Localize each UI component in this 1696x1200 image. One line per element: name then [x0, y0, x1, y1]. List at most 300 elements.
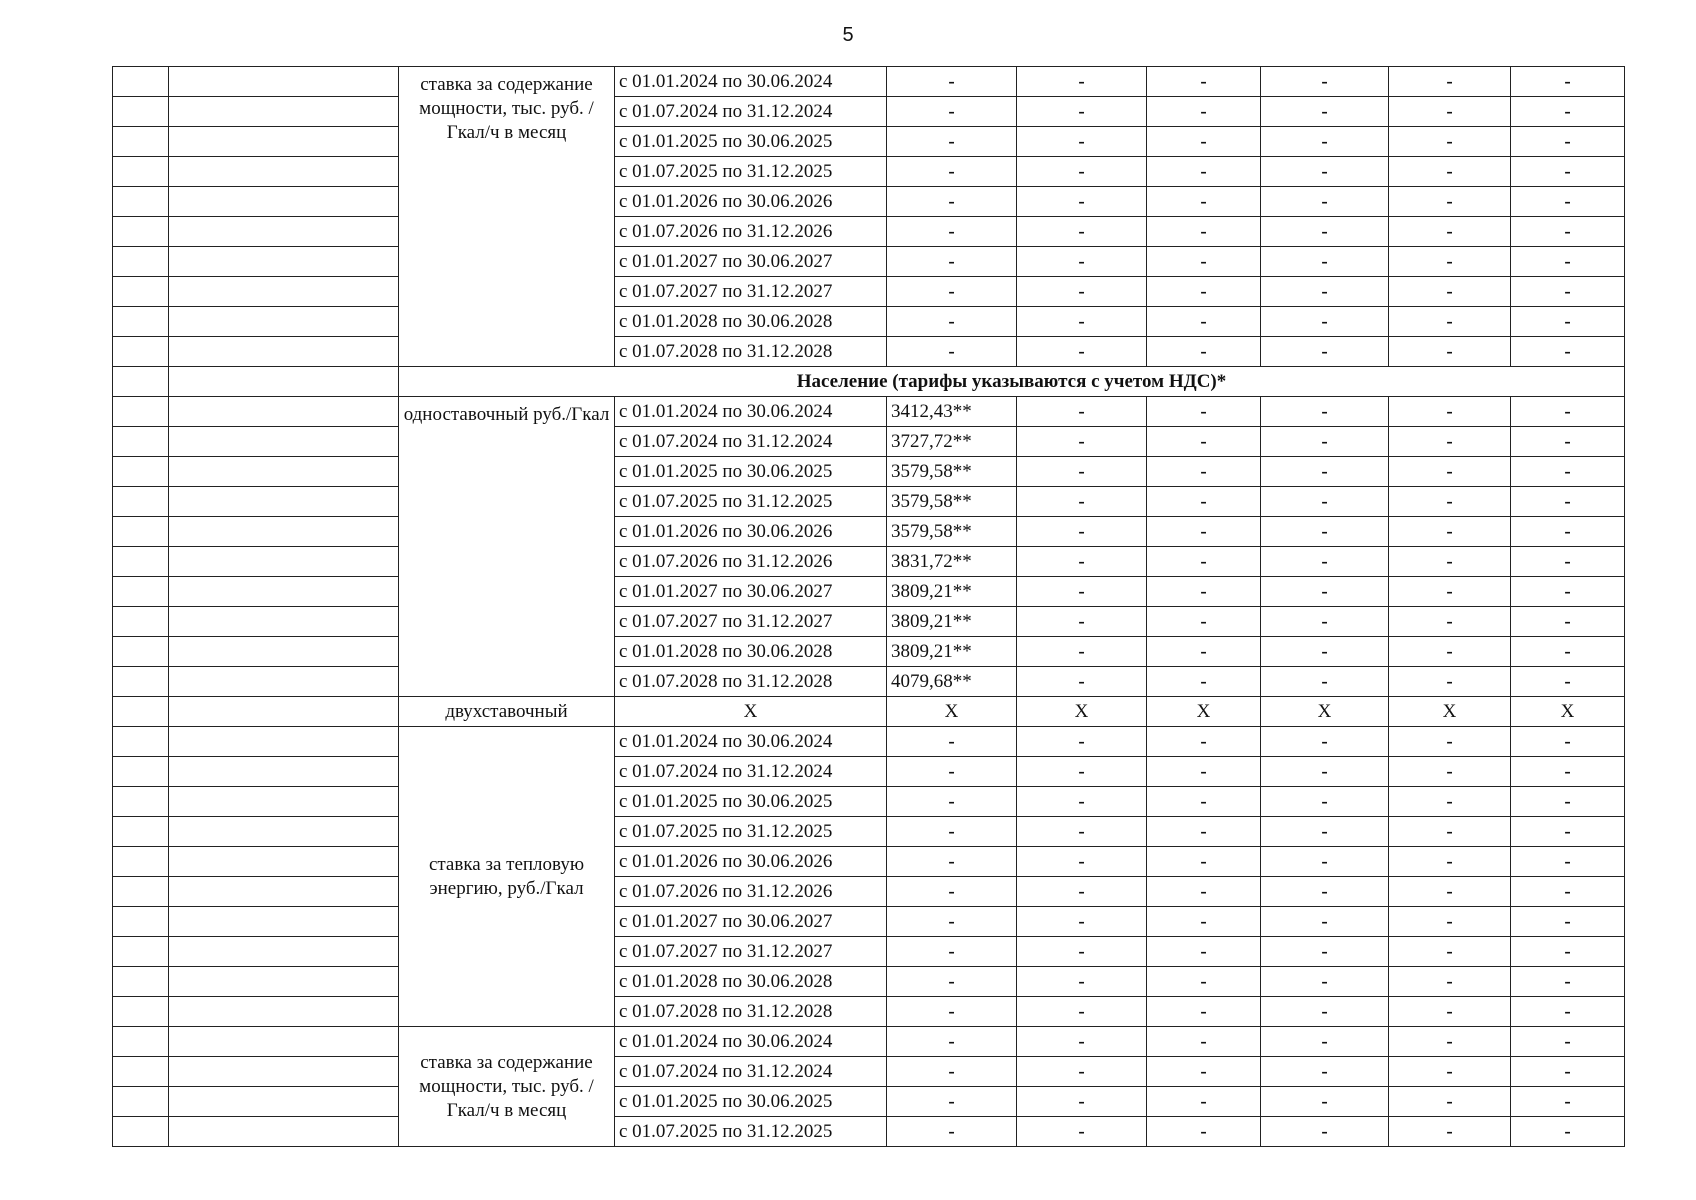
tariff-value-cell: -: [1017, 277, 1147, 307]
table-row: [113, 307, 1625, 337]
row-number-cell: [113, 427, 169, 457]
indicator-cell: [169, 187, 399, 217]
tariff-value-cell: -: [887, 727, 1017, 757]
tariff-value-cell: -: [1147, 937, 1261, 967]
tariff-value-cell: -: [1147, 547, 1261, 577]
tariff-value-cell: -: [1389, 937, 1511, 967]
tariff-value-cell: -: [1017, 97, 1147, 127]
tariff-value-cell: -: [887, 1057, 1017, 1087]
tariff-value-cell: -: [1511, 1027, 1625, 1057]
tariff-value-cell: -: [1389, 787, 1511, 817]
population-tariff-cell: 3809,21**: [887, 607, 1017, 637]
row-number-cell: [113, 637, 169, 667]
tariff-value-cell: -: [1511, 247, 1625, 277]
row-number-cell: [113, 547, 169, 577]
period-cell: с 01.07.2025 по 31.12.2025: [615, 1117, 887, 1147]
table-row short: [113, 697, 1625, 727]
indicator-cell: [169, 457, 399, 487]
row-number-cell: [113, 337, 169, 367]
tariff-value-cell: -: [1389, 517, 1511, 547]
indicator-cell: [169, 967, 399, 997]
table-row: [113, 907, 1625, 937]
tariff-value-cell: -: [1017, 187, 1147, 217]
tariff-value-cell: -: [1389, 67, 1511, 97]
tariff-value-cell: -: [1511, 97, 1625, 127]
tariff-value-cell: -: [1261, 67, 1389, 97]
tariff-value-cell: -: [1389, 847, 1511, 877]
tariff-value-cell: -: [1147, 1087, 1261, 1117]
period-cell: с 01.01.2028 по 30.06.2028: [615, 967, 887, 997]
row-number-cell: [113, 97, 169, 127]
row-number-cell: [113, 1117, 169, 1147]
table-row: [113, 517, 1625, 547]
tariff-value-cell: -: [1389, 247, 1511, 277]
tariff-value-cell: -: [1147, 97, 1261, 127]
tariff-value-cell: -: [1017, 667, 1147, 697]
indicator-cell: [169, 1057, 399, 1087]
tariff-value-cell: -: [1261, 157, 1389, 187]
table-row: [113, 547, 1625, 577]
tariff-value-cell: -: [1147, 487, 1261, 517]
tariff-value-cell: -: [1017, 637, 1147, 667]
tariff-value-cell: -: [1389, 1117, 1511, 1147]
tariff-value-cell: -: [1261, 457, 1389, 487]
table-row: [113, 937, 1625, 967]
tariff-value-cell: -: [1147, 607, 1261, 637]
tariff-value-cell: -: [887, 217, 1017, 247]
tariff-value-cell: -: [1511, 547, 1625, 577]
indicator-cell: [169, 607, 399, 637]
tariff-value-cell: -: [1389, 607, 1511, 637]
tariff-value-cell: -: [1017, 157, 1147, 187]
tariff-value-cell: -: [1511, 817, 1625, 847]
table-row: [113, 217, 1625, 247]
row-number-cell: [113, 487, 169, 517]
period-cell: с 01.01.2024 по 30.06.2024: [615, 1027, 887, 1057]
row-number-cell: [113, 907, 169, 937]
table-row: [113, 397, 1625, 427]
tariff-value-cell: -: [1017, 1117, 1147, 1147]
indicator-cell: [169, 67, 399, 97]
tariff-value-cell: -: [1261, 247, 1389, 277]
tariff-value-cell: -: [1261, 307, 1389, 337]
population-tariff-cell: 3579,58**: [887, 487, 1017, 517]
table-row: [113, 637, 1625, 667]
indicator-cell: [169, 97, 399, 127]
tariff-value-cell: -: [1017, 127, 1147, 157]
period-cell: с 01.01.2025 по 30.06.2025: [615, 787, 887, 817]
tariff-value-cell: -: [1511, 847, 1625, 877]
population-tariff-cell: 3579,58**: [887, 517, 1017, 547]
tariff-value-cell: -: [1511, 127, 1625, 157]
period-cell: с 01.01.2028 по 30.06.2028: [615, 637, 887, 667]
tariff-value-cell: -: [1511, 787, 1625, 817]
tariff-value-cell: -: [887, 1117, 1017, 1147]
period-cell: с 01.01.2024 по 30.06.2024: [615, 727, 887, 757]
row-number-cell: [113, 367, 169, 397]
tariff-value-cell: -: [1511, 67, 1625, 97]
single-rate-label: одноставочный руб./Гкал: [399, 397, 615, 697]
period-cell: с 01.01.2025 по 30.06.2025: [615, 457, 887, 487]
row-number-cell: [113, 997, 169, 1027]
row-number-cell: [113, 277, 169, 307]
row-number-cell: [113, 937, 169, 967]
indicator-cell: [169, 367, 399, 397]
tariff-value-cell: -: [1261, 817, 1389, 847]
tariff-value-cell: -: [887, 337, 1017, 367]
tariff-value-cell: -: [1147, 1057, 1261, 1087]
table-row: [113, 727, 1625, 757]
tariff-value-cell: -: [1511, 727, 1625, 757]
tariff-value-cell: -: [1389, 307, 1511, 337]
table-row: [113, 757, 1625, 787]
tariff-value-cell: -: [887, 1087, 1017, 1117]
tariff-value-cell: -: [1261, 277, 1389, 307]
tariff-value-cell: -: [1389, 487, 1511, 517]
tariff-value-cell: -: [1147, 817, 1261, 847]
tariff-value-cell: -: [1147, 127, 1261, 157]
tariff-value-cell: -: [1511, 337, 1625, 367]
population-heading: Население (тарифы указываются с учетом НДС)*: [399, 367, 1625, 397]
tariff-value-cell: -: [1261, 847, 1389, 877]
tariff-value-cell: -: [1261, 187, 1389, 217]
indicator-cell: [169, 217, 399, 247]
period-cell: с 01.07.2027 по 31.12.2027: [615, 607, 887, 637]
period-cell: с 01.01.2027 по 30.06.2027: [615, 577, 887, 607]
tariff-value-cell: -: [1261, 427, 1389, 457]
tariff-value-cell: -: [1017, 907, 1147, 937]
tariff-value-cell: -: [1147, 757, 1261, 787]
period-cell: с 01.07.2028 по 31.12.2028: [615, 997, 887, 1027]
tariff-value-cell: -: [1261, 97, 1389, 127]
tariff-value-cell: -: [1261, 757, 1389, 787]
row-number-cell: [113, 247, 169, 277]
tariff-value-cell: -: [1017, 787, 1147, 817]
tariff-value-cell: -: [1389, 97, 1511, 127]
tariff-value-cell: -: [1147, 667, 1261, 697]
indicator-cell: [169, 427, 399, 457]
row-number-cell: [113, 217, 169, 247]
table-row: [113, 847, 1625, 877]
tariff-value-cell: -: [887, 907, 1017, 937]
indicator-cell: [169, 667, 399, 697]
table-row: [113, 817, 1625, 847]
tariff-value-cell: -: [1261, 1057, 1389, 1087]
cross-cell: X: [887, 697, 1017, 727]
tariff-value-cell: -: [1389, 907, 1511, 937]
tariff-value-cell: -: [887, 157, 1017, 187]
indicator-cell: [169, 1027, 399, 1057]
table-row: [113, 1057, 1625, 1087]
tariff-value-cell: -: [1511, 427, 1625, 457]
tariff-value-cell: -: [1511, 577, 1625, 607]
population-tariff-cell: 3727,72**: [887, 427, 1017, 457]
tariff-value-cell: -: [1511, 997, 1625, 1027]
indicator-cell: [169, 637, 399, 667]
tariff-value-cell: -: [1147, 247, 1261, 277]
tariff-table: [112, 66, 1625, 1147]
row-number-cell: [113, 127, 169, 157]
tariff-value-cell: -: [1511, 457, 1625, 487]
table-row: [113, 97, 1625, 127]
tariff-value-cell: -: [887, 757, 1017, 787]
tariff-value-cell: -: [1511, 187, 1625, 217]
tariff-value-cell: -: [1017, 247, 1147, 277]
cross-cell: X: [1147, 697, 1261, 727]
capacity-rate-label: ставка за содержание мощности, тыс. руб. /Гкал/ч в месяц: [399, 1027, 615, 1147]
tariff-value-cell: -: [887, 127, 1017, 157]
tariff-value-cell: -: [1389, 397, 1511, 427]
tariff-value-cell: -: [1017, 577, 1147, 607]
period-cell: с 01.07.2025 по 31.12.2025: [615, 487, 887, 517]
tariff-value-cell: -: [887, 1027, 1017, 1057]
indicator-cell: [169, 1117, 399, 1147]
row-number-cell: [113, 307, 169, 337]
row-number-cell: [113, 1027, 169, 1057]
indicator-cell: [169, 817, 399, 847]
tariff-value-cell: -: [1017, 1027, 1147, 1057]
tariff-value-cell: -: [887, 937, 1017, 967]
indicator-cell: [169, 547, 399, 577]
cross-cell: X: [1017, 697, 1147, 727]
cross-cell: X: [1389, 697, 1511, 727]
tariff-value-cell: -: [1147, 517, 1261, 547]
tariff-value-cell: -: [1261, 937, 1389, 967]
tariff-value-cell: -: [1389, 817, 1511, 847]
tariff-value-cell: -: [1017, 1057, 1147, 1087]
row-number-cell: [113, 967, 169, 997]
cross-cell: X: [1261, 697, 1389, 727]
population-tariff-cell: 3831,72**: [887, 547, 1017, 577]
tariff-value-cell: -: [1389, 997, 1511, 1027]
heat-energy-rate-label: ставка за тепловую энергию, руб./Гкал: [399, 727, 615, 1027]
tariff-value-cell: -: [887, 967, 1017, 997]
tariff-value-cell: -: [1261, 217, 1389, 247]
table-row: [113, 187, 1625, 217]
tariff-value-cell: -: [1261, 727, 1389, 757]
tariff-value-cell: -: [1147, 1027, 1261, 1057]
tariff-value-cell: -: [887, 307, 1017, 337]
indicator-cell: [169, 337, 399, 367]
indicator-cell: [169, 727, 399, 757]
tariff-value-cell: -: [1261, 127, 1389, 157]
tariff-value-cell: -: [1147, 967, 1261, 997]
tariff-value-cell: -: [1147, 787, 1261, 817]
tariff-value-cell: -: [1147, 847, 1261, 877]
indicator-cell: [169, 847, 399, 877]
tariff-value-cell: -: [1389, 637, 1511, 667]
tariff-value-cell: -: [1017, 967, 1147, 997]
tariff-value-cell: -: [887, 877, 1017, 907]
tariff-value-cell: -: [1511, 487, 1625, 517]
table-row: [113, 277, 1625, 307]
indicator-cell: [169, 487, 399, 517]
two-rate-label: двухставочный: [399, 697, 615, 727]
table-row: [113, 427, 1625, 457]
period-cell: с 01.07.2024 по 31.12.2024: [615, 1057, 887, 1087]
tariff-value-cell: -: [1511, 397, 1625, 427]
row-number-cell: [113, 457, 169, 487]
tariff-value-cell: -: [1147, 397, 1261, 427]
table-row: [113, 997, 1625, 1027]
tariff-value-cell: -: [1147, 277, 1261, 307]
tariff-value-cell: -: [1511, 967, 1625, 997]
tariff-value-cell: -: [1017, 757, 1147, 787]
population-tariff-cell: 4079,68**: [887, 667, 1017, 697]
table-row: [113, 607, 1625, 637]
tariff-value-cell: -: [1147, 727, 1261, 757]
indicator-cell: [169, 397, 399, 427]
table-row: [113, 1027, 1625, 1057]
tariff-value-cell: -: [1511, 757, 1625, 787]
period-cell: с 01.01.2024 по 30.06.2024: [615, 397, 887, 427]
tariff-value-cell: -: [1017, 997, 1147, 1027]
period-cell: с 01.07.2024 по 31.12.2024: [615, 757, 887, 787]
period-cell: с 01.01.2028 по 30.06.2028: [615, 307, 887, 337]
row-number-cell: [113, 67, 169, 97]
period-cell: с 01.07.2026 по 31.12.2026: [615, 547, 887, 577]
tariff-value-cell: -: [1389, 457, 1511, 487]
row-number-cell: [113, 1057, 169, 1087]
row-number-cell: [113, 697, 169, 727]
tariff-value-cell: -: [1017, 847, 1147, 877]
tariff-value-cell: -: [887, 247, 1017, 277]
tariff-value-cell: -: [1147, 337, 1261, 367]
tariff-value-cell: -: [1261, 967, 1389, 997]
tariff-value-cell: -: [1511, 277, 1625, 307]
population-tariff-cell: 3412,43**: [887, 397, 1017, 427]
tariff-value-cell: -: [1017, 217, 1147, 247]
tariff-value-cell: -: [1389, 1057, 1511, 1087]
indicator-cell: [169, 157, 399, 187]
tariff-value-cell: -: [1511, 157, 1625, 187]
tariff-value-cell: -: [1017, 1087, 1147, 1117]
tariff-value-cell: -: [1147, 457, 1261, 487]
period-cell: с 01.07.2025 по 31.12.2025: [615, 817, 887, 847]
tariff-value-cell: -: [1389, 1087, 1511, 1117]
tariff-value-cell: -: [1511, 607, 1625, 637]
tariff-value-cell: -: [1147, 907, 1261, 937]
indicator-cell: [169, 127, 399, 157]
tariff-value-cell: -: [1389, 577, 1511, 607]
tariff-value-cell: -: [1389, 547, 1511, 577]
period-cell: с 01.01.2027 по 30.06.2027: [615, 907, 887, 937]
row-number-cell: [113, 1087, 169, 1117]
indicator-cell: [169, 787, 399, 817]
period-cell: с 01.07.2024 по 31.12.2024: [615, 427, 887, 457]
tariff-value-cell: -: [1147, 997, 1261, 1027]
tariff-value-cell: -: [1147, 307, 1261, 337]
tariff-value-cell: -: [1389, 877, 1511, 907]
tariff-value-cell: -: [1389, 187, 1511, 217]
population-tariff-cell: 3809,21**: [887, 637, 1017, 667]
tariff-value-cell: -: [1147, 217, 1261, 247]
tariff-value-cell: -: [1389, 757, 1511, 787]
tariff-value-cell: -: [1261, 787, 1389, 817]
tariff-value-cell: -: [1389, 667, 1511, 697]
tariff-value-cell: -: [1261, 547, 1389, 577]
tariff-value-cell: -: [1147, 187, 1261, 217]
indicator-cell: [169, 757, 399, 787]
period-cell: с 01.07.2028 по 31.12.2028: [615, 667, 887, 697]
tariff-value-cell: -: [1017, 877, 1147, 907]
tariff-value-cell: -: [1017, 937, 1147, 967]
table-row: [113, 247, 1625, 277]
tariff-value-cell: -: [887, 67, 1017, 97]
cross-cell: X: [615, 697, 887, 727]
page-number: 5: [842, 24, 854, 46]
table-row: [113, 337, 1625, 367]
tariff-value-cell: -: [1147, 877, 1261, 907]
indicator-cell: [169, 277, 399, 307]
tariff-value-cell: -: [1017, 487, 1147, 517]
tariff-value-cell: -: [1389, 727, 1511, 757]
period-cell: с 01.07.2026 по 31.12.2026: [615, 217, 887, 247]
period-cell: с 01.01.2026 по 30.06.2026: [615, 847, 887, 877]
tariff-value-cell: -: [1511, 1117, 1625, 1147]
tariff-value-cell: -: [1261, 997, 1389, 1027]
tariff-value-cell: -: [887, 847, 1017, 877]
row-number-cell: [113, 757, 169, 787]
indicator-cell: [169, 907, 399, 937]
tariff-value-cell: -: [1511, 1057, 1625, 1087]
tariff-value-cell: -: [1261, 877, 1389, 907]
tariff-value-cell: -: [1261, 1027, 1389, 1057]
tariff-value-cell: -: [1147, 637, 1261, 667]
indicator-cell: [169, 697, 399, 727]
row-number-cell: [113, 607, 169, 637]
tariff-value-cell: -: [1017, 547, 1147, 577]
tariff-value-cell: -: [1261, 517, 1389, 547]
tariff-value-cell: -: [1261, 1087, 1389, 1117]
table-row: [113, 967, 1625, 997]
indicator-cell: [169, 1087, 399, 1117]
tariff-value-cell: -: [1261, 487, 1389, 517]
tariff-value-cell: -: [1511, 307, 1625, 337]
row-number-cell: [113, 397, 169, 427]
tariff-value-cell: -: [1511, 907, 1625, 937]
period-cell: с 01.01.2026 по 30.06.2026: [615, 517, 887, 547]
table-row: [113, 1087, 1625, 1117]
population-tariff-cell: 3579,58**: [887, 457, 1017, 487]
period-cell: с 01.01.2025 по 30.06.2025: [615, 127, 887, 157]
table-row: [113, 157, 1625, 187]
tariff-value-cell: -: [1511, 1087, 1625, 1117]
tariff-value-cell: -: [1389, 337, 1511, 367]
table-row: [113, 577, 1625, 607]
tariff-value-cell: -: [1017, 67, 1147, 97]
row-number-cell: [113, 847, 169, 877]
tariff-value-cell: -: [1017, 427, 1147, 457]
tariff-value-cell: -: [887, 187, 1017, 217]
row-number-cell: [113, 727, 169, 757]
cross-cell: X: [1511, 697, 1625, 727]
row-number-cell: [113, 787, 169, 817]
tariff-value-cell: -: [1261, 667, 1389, 697]
tariff-value-cell: -: [1511, 667, 1625, 697]
tariff-value-cell: -: [1261, 397, 1389, 427]
indicator-cell: [169, 247, 399, 277]
period-cell: с 01.07.2024 по 31.12.2024: [615, 97, 887, 127]
capacity-rate-label: ставка за содержание мощности, тыс. руб. /Гкал/ч в месяц: [399, 67, 615, 367]
tariff-value-cell: -: [1389, 1027, 1511, 1057]
tariff-value-cell: -: [1261, 607, 1389, 637]
table-row: [113, 67, 1625, 97]
tariff-value-cell: -: [1389, 217, 1511, 247]
tariff-value-cell: -: [1017, 307, 1147, 337]
tariff-value-cell: -: [1147, 1117, 1261, 1147]
tariff-value-cell: -: [887, 277, 1017, 307]
